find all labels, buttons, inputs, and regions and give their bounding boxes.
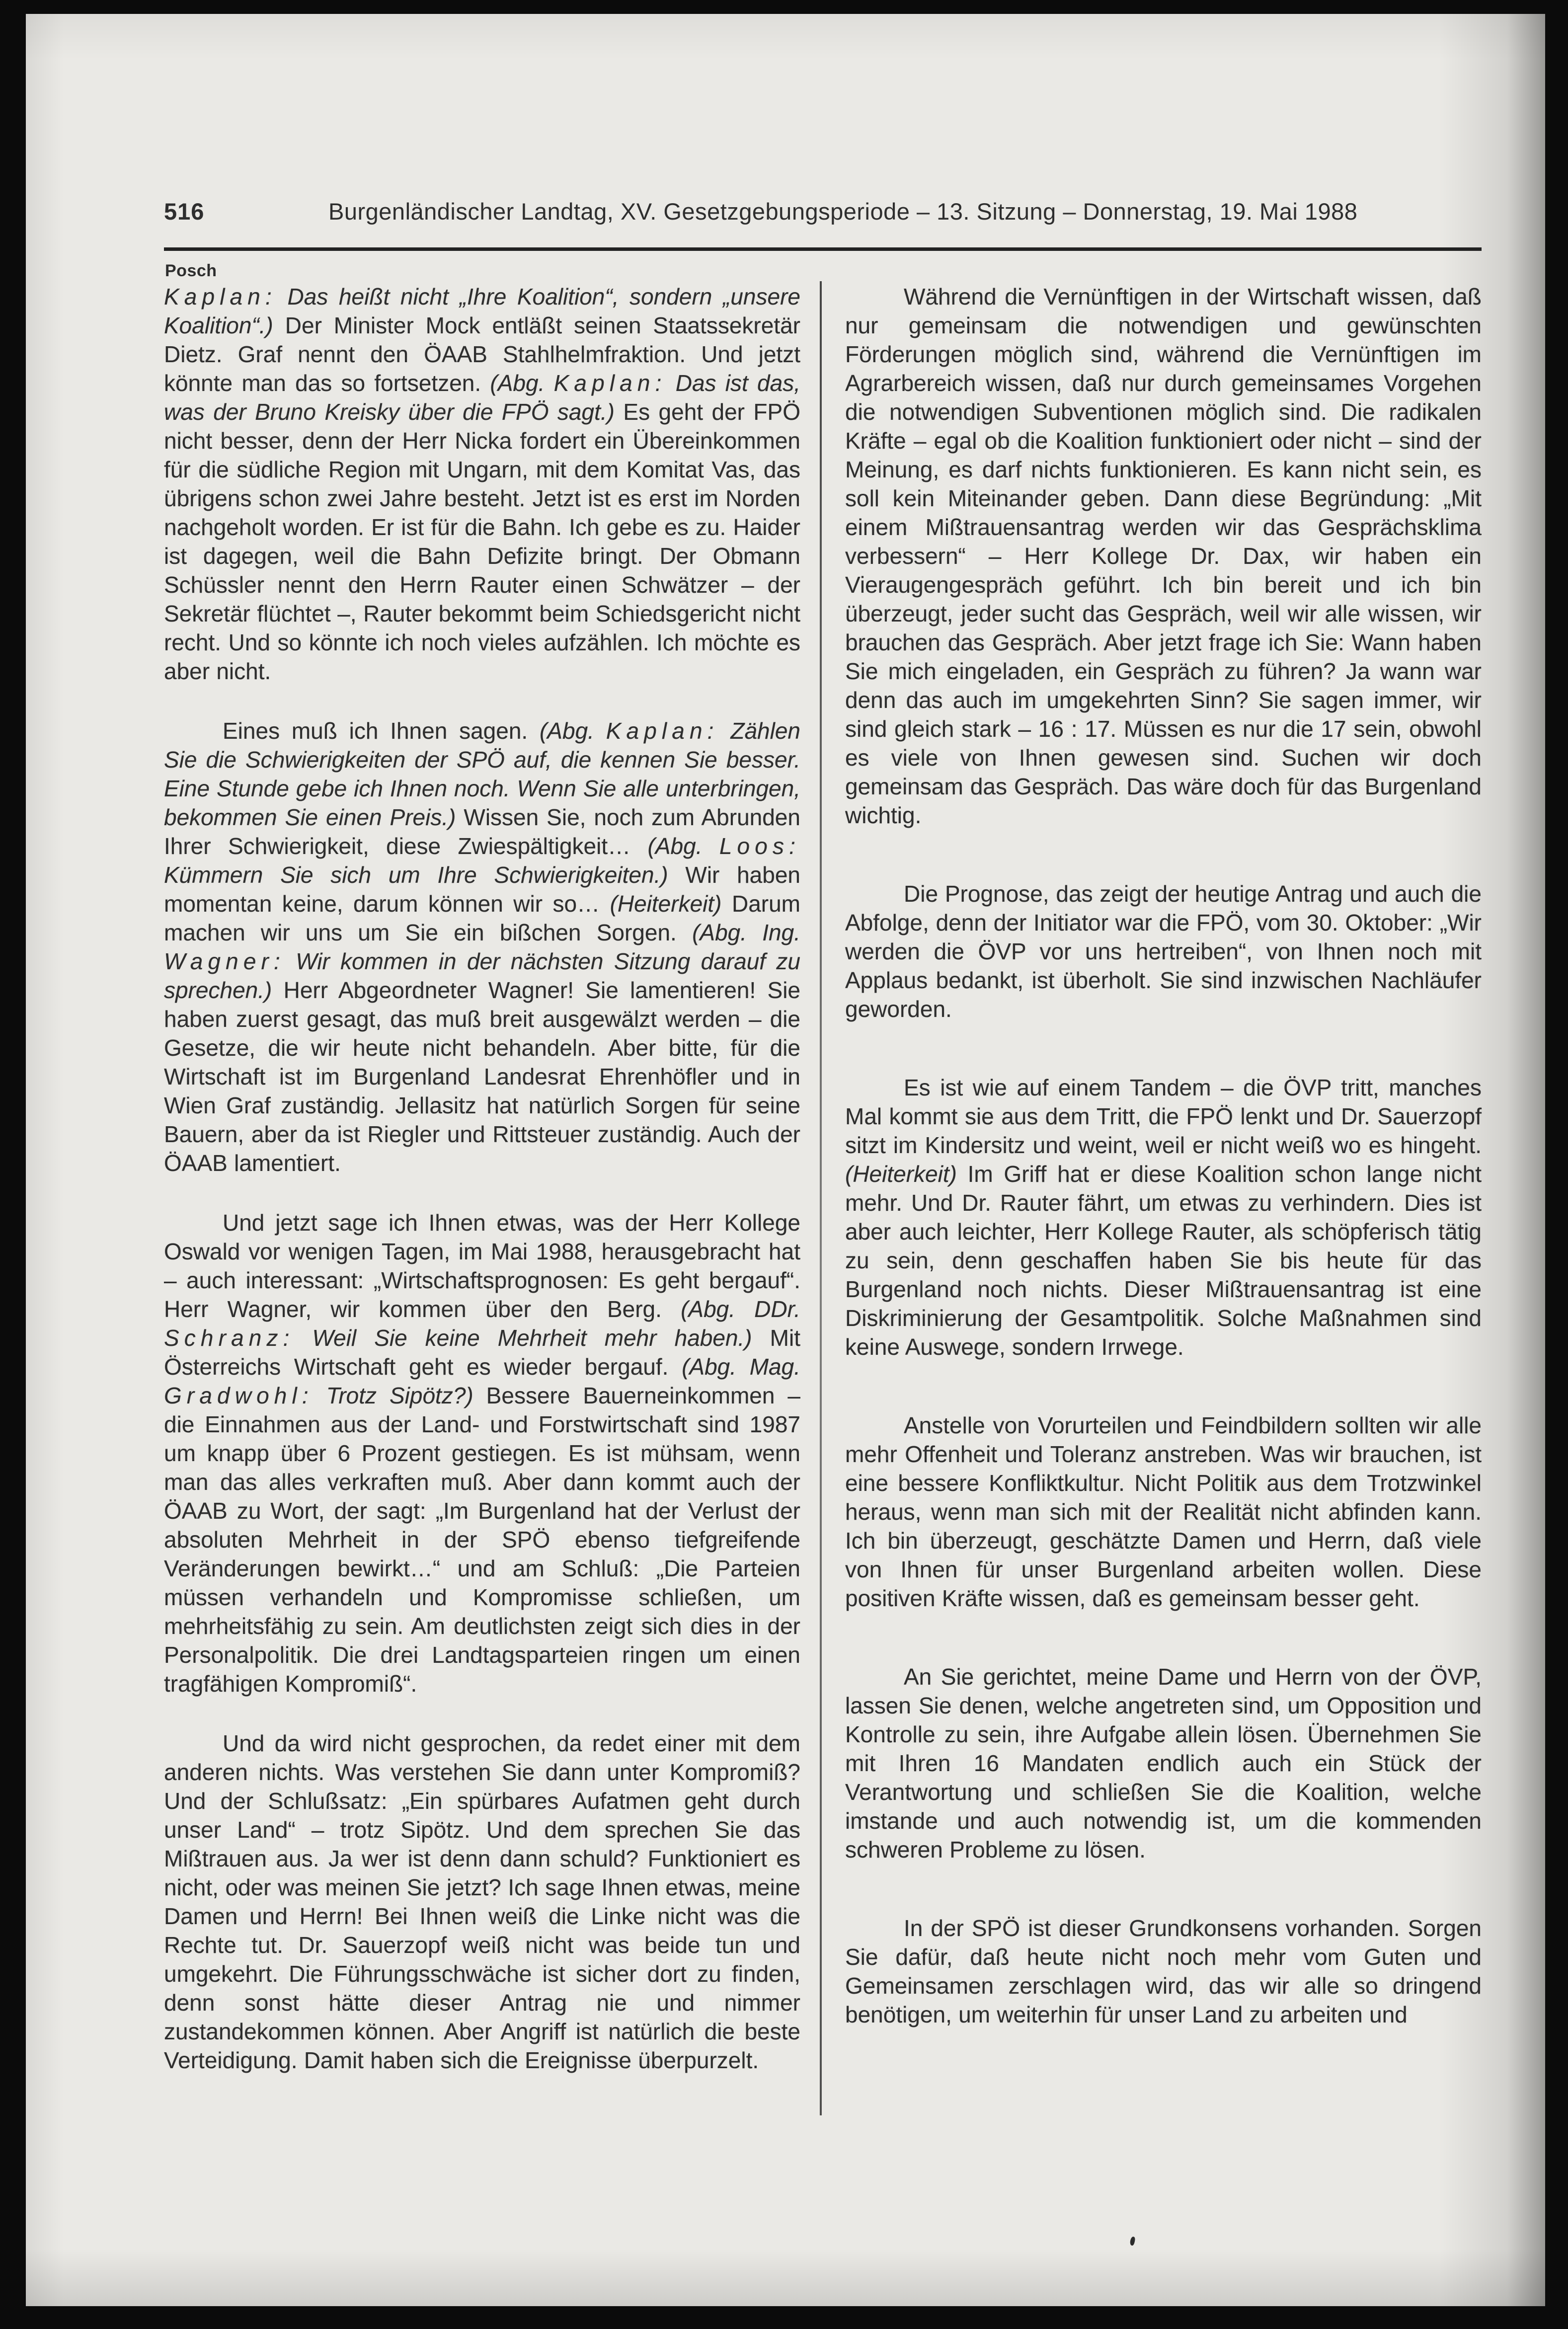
paragraph (845, 1914, 1482, 2029)
interjection-text: Wir kommen in der nächsten Sitzung darauf zu sprechen.) (164, 948, 800, 1003)
speech-text: Während die Vernünftigen in der Wirtschaft wissen, daß nur gemeinsam die notwendigen und gewünschten Förderungen möglich sind, während die Vernünftigen im Agrarbereich wissen, daß nur durch gemeinsames Vorgehen die notwendigen Subventionen möglich sind. Die radikalen Kräfte – egal ob die Koalition funktioniert oder nicht – sind der Meinung, es darf nichts funktionieren. Es kann nicht sein, es soll kein Miteinander geben. Dann diese Begründung: „Mit einem Mißtrauensantrag werden wir das Gesprächsklima verbessern“ – Herr Kollege Dr. Dax, wir haben ein Vieraugengespräch geführt. Ich bin bereit und ich bin überzeugt, jeder sucht das Gespräch, weil wir alle wissen, wir brauchen das Gespräch. Aber jetzt frage ich Sie: Wann haben Sie mich eingeladen, ein Gespräch zu führen? Ja wann war denn das auch im umgekehrten Sinn? Sie sagen immer, wir sind gleich stark – 16 : 17. Müssen es nur die 17 sein, obwohl es viele von Ihnen gewesen sind. Suchen wir doch gemeinsam das Gespräch. Das wäre doch für das Burgenland wichtig. (845, 284, 1482, 828)
document-page (26, 14, 1545, 2306)
speech-text: Wissen Sie, noch zum Abrunden Ihrer Schwierigkeit, diese Zwiespältigkeit… (164, 804, 800, 859)
page-number: 516 (164, 198, 205, 225)
interjection-text: Das ist das, was der Bruno Kreisky über die FPÖ sagt.) (164, 370, 800, 425)
speech-text: Eines muß ich Ihnen sagen. (223, 718, 540, 744)
interjection-text: Kümmern Sie sich um Ihre Schwierigkeiten.) (164, 862, 668, 888)
interjection-text: Kaplan: (553, 370, 667, 396)
paragraph (845, 1411, 1482, 1613)
speech-text: Es geht der FPÖ nicht besser, denn der Herr Nicka fordert ein Übereinkommen für die südliche Region mit Ungarn, mit dem Komitat Vas, das übrigens schon zwei Jahre besteht. Jetzt ist es erst im Norden nachgeholt worden. Er ist für die Bahn. Ich gebe es zu. Haider ist dagegen, weil die Bahn Defizite bringt. Der Obmann Schüssler nennt den Herrn Rauter einen Schwätzer – der Sekretär flüchtet –, Rauter bekommt beim Schiedsgericht nicht recht. Und so könnte ich noch vieles aufzählen. Ich möchte es aber nicht. (164, 399, 800, 684)
speech-text: Mit Österreichs Wirtschaft geht es wieder bergauf. (164, 1325, 800, 1380)
interjection-text: Kaplan: (164, 284, 277, 310)
speech-text: Bessere Bauerneinkommen – die Einnahmen aus der Land- und Forstwirtschaft sind 1987 um knapp über 6 Prozent gestiegen. Es ist mühsam, wenn man das alles verkraften muß. Aber dann kommt auch der ÖAAB zu Wort, der sagt: „Im Burgenland hat der Verlust der absoluten Mehrheit in der SPÖ ebenso tiefgreifende Veränderungen bewirkt…“ und am Schluß: „Die Parteien müssen verhandeln und Kompromisse schließen, um mehrheitsfähig zu sein. Am deutlichsten zeigt sich dies in der Personalpolitik. Die drei Landtagsparteien ringen um einen tragfähigen Kompromiß“. (164, 1383, 800, 1697)
interjection-text: (Abg. (490, 370, 554, 396)
paragraph (845, 1073, 1482, 1361)
column-divider-rule (820, 281, 822, 2115)
paragraph (164, 716, 800, 1177)
interjection-text: (Abg. Mag. (682, 1354, 800, 1380)
paragraph (164, 1208, 800, 1698)
paragraph (164, 1729, 800, 2075)
speech-text: Es ist wie auf einem Tandem – die ÖVP tritt, manches Mal kommt sie aus dem Tritt, die FPÖ lenkt und Dr. Sauerzopf sitzt im Kindersitz und weint, weil er nicht weiß wo es hingeht. (845, 1075, 1482, 1158)
interjection-text: Das heißt nicht „Ihre Koalition“, sondern „unsere Koalition“.) (164, 284, 800, 338)
interjection-text: (Abg. (539, 718, 606, 744)
header-rule (164, 247, 1482, 251)
interjection-text: (Heiterkeit) (610, 891, 722, 917)
speech-text: An Sie gerichtet, meine Dame und Herrn von der ÖVP, lassen Sie denen, welche angetreten sind, um Opposition und Kontrolle zu sein, ihre Aufgabe allein lösen. Übernehmen Sie mit Ihren 16 Mandaten endlich auch ein Stück der Verantwortung und schließen Sie die Koalition, welche imstande und auch notwendig ist, um die kommenden schweren Probleme zu lösen. (845, 1664, 1482, 1863)
text-column-left (164, 282, 800, 2105)
speech-text: Herr Abgeordneter Wagner! Sie lamentieren! Sie haben zuerst gesagt, das muß breit ausgewälzt werden – die Gesetze, die wir heute nicht behandeln. Aber bitte, für die Wirtschaft ist im Burgenland Landesrat Ehrenhöfler und in Wien Graf zuständig. Jellasitz hat natürlich Sorgen für seine Bauern, aber da ist Riegler und Rittsteuer zuständig. Auch der ÖAAB lamentiert. (164, 977, 800, 1176)
interjection-text: (Heiterkeit) (845, 1161, 957, 1187)
speech-text: Der Minister Mock entläßt seinen Staatssekretär Dietz. Graf nennt den ÖAAB Stahlhelmfraktion. Und jetzt könnte man das so fortsetzen. (164, 312, 800, 396)
paragraph (164, 282, 800, 686)
interjection-text: Schranz: (164, 1325, 295, 1351)
speech-text: Im Griff hat er diese Koalition schon lange nicht mehr. Und Dr. Rauter fährt, um etwas zu verhindern. Dies ist aber auch leichter, Herr Kollege Rauter, als schöpferisch tätig zu sein, denn geschaffen haben Sie bis heute für das Burgenland noch nichts. Dieser Mißtrauensantrag ist eine Diskriminierung der Gesamtpolitik. Solche Maßnahmen sind keine Auswege, sondern Irrwege. (845, 1161, 1482, 1360)
interjection-text: (Abg. DDr. (681, 1296, 800, 1322)
speech-text: Darum machen wir uns um Sie ein bißchen Sorgen. (164, 891, 800, 945)
text-column-right (845, 282, 1482, 2105)
text-columns (164, 282, 1482, 2105)
interjection-text: Kaplan: (606, 718, 719, 744)
speech-text: Anstelle von Vorurteilen und Feindbildern sollten wir alle mehr Offenheit und Toleranz anstreben. Was wir brauchen, ist eine bessere Konfliktkultur. Nicht Politik aus dem Trotzwinkel heraus, wenn man sich mit der Realität nicht abfinden kann. Ich bin überzeugt, geschätzte Damen und Herrn, daß viele von Ihnen für unser Burgenland arbeiten wollen. Diese positiven Kräfte wissen, daß es gemeinsam besser geht. (845, 1412, 1482, 1611)
interjection-text: Gradwohl: (164, 1383, 314, 1408)
speech-text: Wir haben momentan keine, darum können wir so… (164, 862, 800, 917)
speech-text: In der SPÖ ist dieser Grundkonsens vorhanden. Sorgen Sie dafür, daß heute nicht noch mehr vom Guten und Gemeinsamen zerschlagen wird, das wir alle so dringend benötigen, um weiterhin für unser Land zu arbeiten und (845, 1915, 1482, 2027)
speech-text: Und jetzt sage ich Ihnen etwas, was der Herr Kollege Oswald vor wenigen Tagen, im Mai 1988, herausgebracht hat – auch interessant: „Wirtschaftsprognosen: Es geht bergauf“. Herr Wagner, wir kommen über den Berg. (164, 1210, 800, 1322)
paragraph (845, 1662, 1482, 1864)
interjection-text: Weil Sie keine Mehrheit mehr haben.) (294, 1325, 752, 1351)
paragraph (845, 879, 1482, 1023)
interjection-text: Wagner: (164, 948, 285, 974)
speech-text: Und da wird nicht gesprochen, da redet einer mit dem anderen nichts. Was verstehen Sie dann unter Kompromiß? Und der Schlußsatz: „Ein spürbares Aufatmen geht durch unser Land“ – trotz Sipötz. Und dem sprechen Sie das Mißtrauen aus. Ja wer ist denn dann schuld? Funktioniert es nicht, oder was meinen Sie jetzt? Ich sage Ihnen etwas, meine Damen und Herrn! Bei Ihnen weiß die Linke nicht was die Rechte tut. Dr. Sauerzopf weiß nicht was beide tun und umgekehrt. Die Führungsschwäche ist sicher dort zu finden, denn sonst hätte dieser Antrag nie und nimmer zustandekommen können. Aber Angriff ist natürlich die beste Verteidigung. Damit haben sich die Ereignisse überpurzelt. (164, 1730, 800, 2073)
interjection-text: (Abg. (647, 833, 719, 859)
scan-speck (1129, 2236, 1136, 2246)
page-header (164, 199, 1482, 225)
speaker-name: Posch (165, 261, 217, 280)
paragraph (845, 282, 1482, 830)
page-title: Burgenländischer Landtag, XV. Gesetzgebungsperiode – 13. Sitzung – Donnerstag, 19. Mai 1988 (328, 198, 1358, 225)
interjection-text: Loos: (719, 833, 800, 859)
speech-text: Die Prognose, das zeigt der heutige Antrag und auch die Abfolge, denn der Initiator war die FPÖ, vom 30. Oktober: „Wir werden die ÖVP vor uns hertreiben“, von Ihnen noch mit Applaus bedankt, ist überholt. Sie sind inzwischen Nachläufer geworden. (845, 881, 1482, 1022)
interjection-text: Trotz Sipötz?) (313, 1383, 473, 1408)
interjection-text: Zählen Sie die Schwierigkeiten der SPÖ auf, die kennen Sie besser. Eine Stunde gebe ich Ihnen noch. Wenn Sie alle unterbringen, bekommen Sie einen Preis.) (164, 718, 801, 830)
interjection-text: (Abg. Ing. (692, 920, 800, 945)
